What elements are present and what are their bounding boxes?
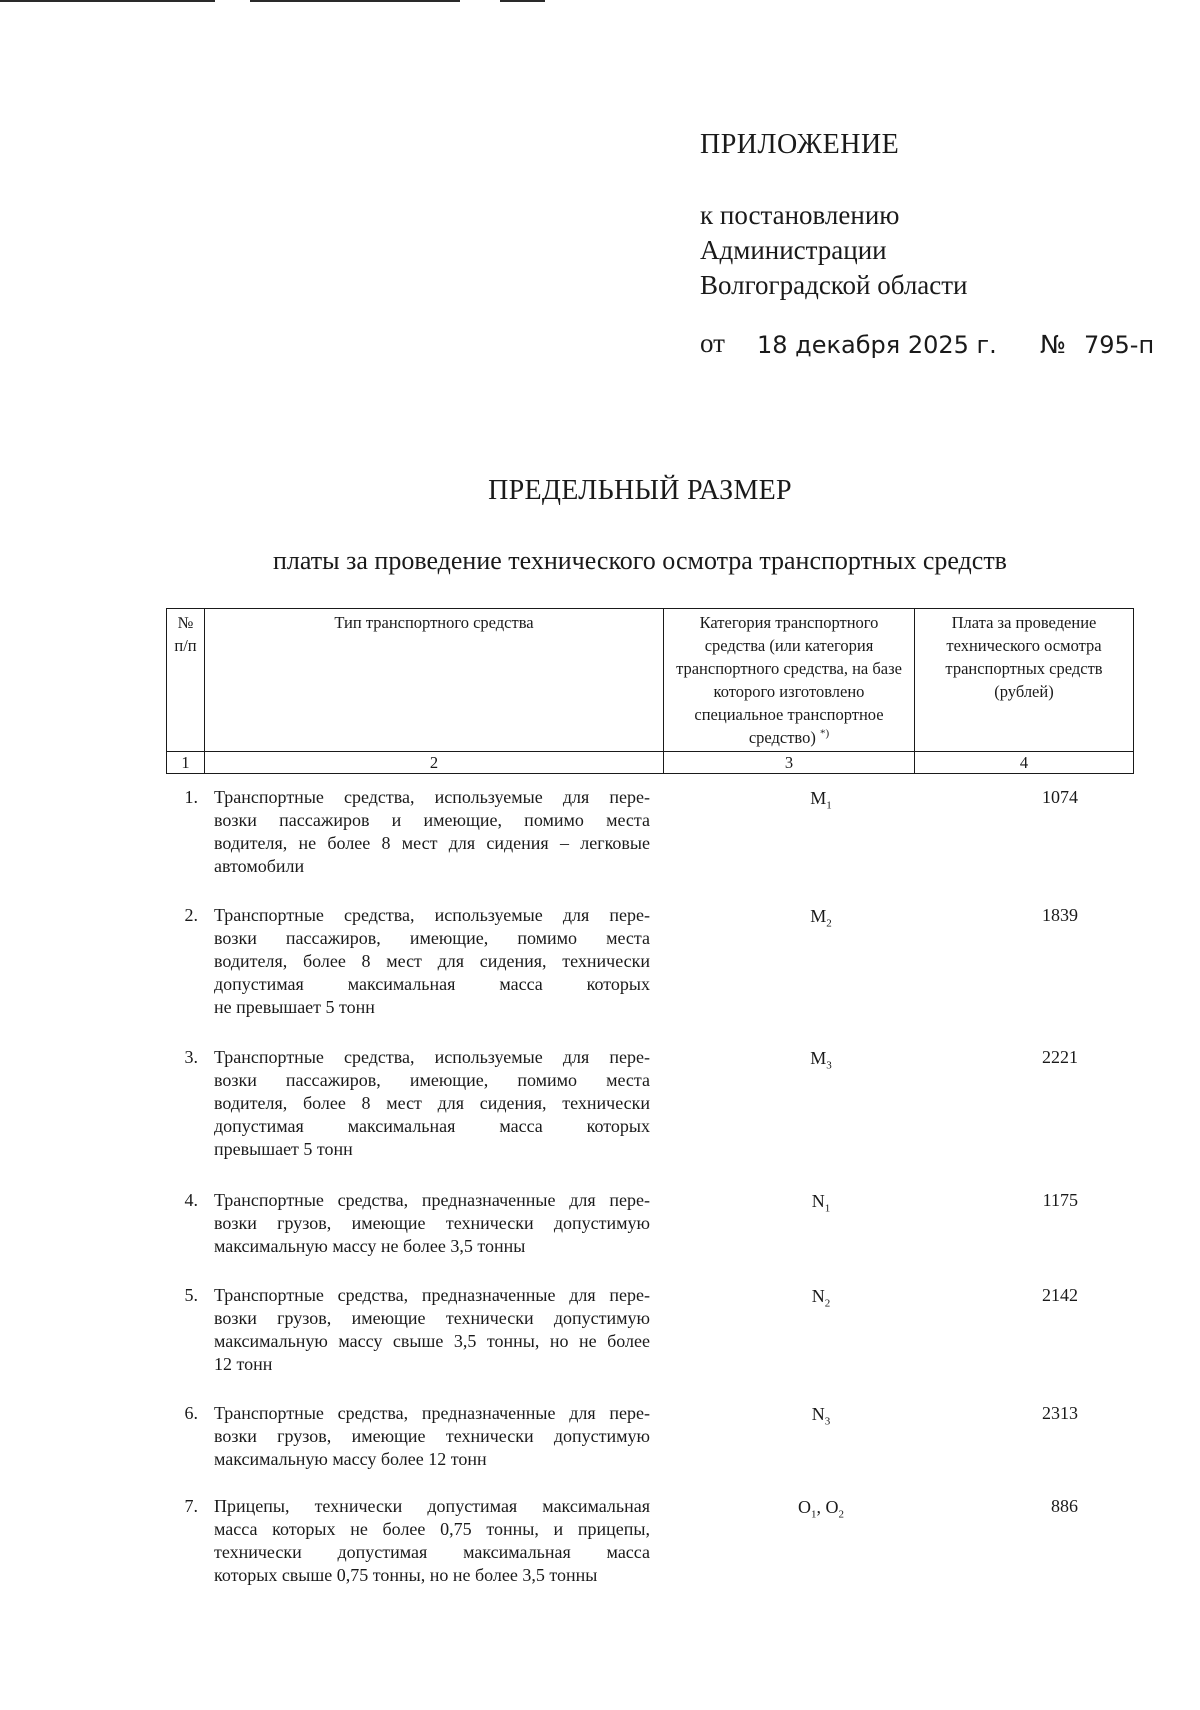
number-sign: № (1040, 330, 1067, 359)
category-letter: O (798, 1497, 811, 1517)
description-line: Прицепы, технически допустимая максимальная (214, 1496, 650, 1516)
category-letter: M (810, 1048, 827, 1068)
fee-value: 2142 (1042, 1285, 1078, 1305)
row-number: 2. (184, 905, 198, 925)
category-letter: M (810, 788, 827, 808)
description-line: водителя, более 8 мест для сидения, технически (214, 1093, 650, 1113)
row-number: 4. (184, 1190, 198, 1210)
fee-value: 2313 (1042, 1403, 1078, 1423)
appendix-reference (700, 198, 1160, 303)
description-line: Транспортные средства, предназначенные для пере- (214, 1190, 650, 1210)
description-line: которых свыше 0,75 тонны, но не более 3,5 тонны (214, 1565, 598, 1585)
table-row (166, 786, 1112, 904)
document-subtitle: платы за проведение технического осмотра транспортных средств (273, 546, 1007, 575)
description-line: водителя, более 8 мест для сидения, технически (214, 951, 650, 971)
column-number: 1 (167, 752, 205, 774)
column-number: 2 (205, 752, 664, 774)
category-letter: N (811, 1286, 825, 1306)
appendix-line: к постановлению (700, 200, 900, 230)
description-line: возки грузов, имеющие технически допустимую (214, 1308, 650, 1328)
vehicle-category (706, 1047, 936, 1070)
header-row (167, 609, 1134, 752)
header-category-text: Категория транспортного средства (или категория транспортного средства, на базе которого изготовлено специальное транспортное средство) (676, 613, 902, 747)
description-line: не превышает 5 тонн (214, 997, 375, 1017)
description-line: допустимая максимальная масса которых (214, 974, 650, 994)
description-line: превышает 5 тонн (214, 1139, 353, 1159)
description-line: Транспортные средства, используемые для пере- (214, 1047, 650, 1067)
description-line: Транспортные средства, используемые для пере- (214, 787, 650, 807)
vehicle-type-description (214, 904, 650, 1019)
description-line: возки пассажиров и имеющие, помимо места (214, 810, 650, 830)
document-title: ПРЕДЕЛЬНЫЙ РАЗМЕР (488, 475, 792, 506)
table-row (166, 1495, 1112, 1595)
vehicle-type-description (214, 1284, 650, 1376)
table-row (166, 1046, 1112, 1189)
description-line: масса которых не более 0,75 тонны, и прицепы, (214, 1519, 650, 1539)
vehicle-category (706, 787, 936, 810)
vehicle-category: $O_1$, $O_2$ (798, 1497, 844, 1521)
vehicle-category (706, 1190, 936, 1213)
row-number: 3. (184, 1047, 198, 1067)
header-number: № п/п (167, 609, 205, 752)
column-number: 3 (664, 752, 915, 774)
header-fee: Плата за проведение технического осмотра транспортных средств (рублей) (915, 609, 1134, 752)
table-row (166, 904, 1112, 1046)
category-letter: O (825, 1497, 839, 1517)
scan-edge-line (0, 0, 215, 2)
fee-table-body (166, 786, 1112, 1595)
category-index: 3 (824, 1415, 831, 1428)
description-line: Транспортные средства, используемые для пере- (214, 905, 650, 925)
description-line: возки пассажиров, имеющие, помимо места (214, 1070, 650, 1090)
row-number: 5. (184, 1285, 198, 1305)
header-category-note: *) (819, 727, 830, 740)
description-line: автомобили (214, 856, 305, 876)
fee-value: 2221 (1042, 1047, 1078, 1067)
description-line: Транспортные средства, предназначенные для пере- (214, 1285, 650, 1305)
description-line: возки грузов, имеющие технически допустимую (214, 1426, 650, 1446)
vehicle-type-description (214, 786, 650, 878)
category-index: 2 (838, 1508, 844, 1521)
description-line: водителя, не более 8 мест для сидения – легковые (214, 833, 650, 853)
description-line: допустимая максимальная масса которых (214, 1116, 650, 1136)
date-prefix: от (700, 328, 725, 358)
category-letter: N (811, 1191, 825, 1211)
vehicle-category (706, 1403, 936, 1426)
description-line: 12 тонн (214, 1354, 273, 1374)
vehicle-category (706, 905, 936, 928)
column-number: 4 (915, 752, 1134, 774)
category-index: 1 (811, 1508, 817, 1521)
resolution-number: 795-п (1084, 331, 1155, 359)
table-row (166, 1189, 1112, 1284)
fee-value: 886 (1051, 1496, 1078, 1516)
category-index: 1 (824, 1202, 831, 1215)
row-number: 7. (184, 1496, 198, 1516)
description-line: максимальную массу более 12 тонн (214, 1449, 487, 1469)
row-number: 1. (184, 787, 198, 807)
table-row (166, 1284, 1112, 1402)
header-vehicle-type: Тип транспортного средства (205, 609, 664, 752)
table-row (166, 1402, 1112, 1495)
description-line: Транспортные средства, предназначенные для пере- (214, 1403, 650, 1423)
description-line: возки грузов, имеющие технически допустимую (214, 1213, 650, 1233)
appendix-block (700, 128, 1160, 303)
fee-table-header (166, 608, 1134, 774)
column-number-row (167, 752, 1134, 774)
vehicle-category (706, 1285, 936, 1308)
category-letter: M (810, 906, 827, 926)
category-index: 2 (826, 917, 832, 930)
resolution-date: 18 декабря 2025 г. (757, 331, 997, 359)
vehicle-type-description (214, 1495, 650, 1587)
vehicle-type-description (214, 1402, 650, 1471)
header-category (664, 609, 915, 752)
scan-edge-line (250, 0, 460, 2)
appendix-line: Волгоградской области (700, 270, 968, 300)
description-line: максимальную массу не более 3,5 тонны (214, 1236, 526, 1256)
category-index: 1 (826, 799, 832, 812)
row-number: 6. (184, 1403, 198, 1423)
scan-edge-line (500, 0, 545, 2)
appendix-heading: ПРИЛОЖЕНИЕ (700, 129, 900, 160)
fee-value: 1175 (1042, 1190, 1078, 1210)
fee-value: 1074 (1042, 787, 1078, 807)
description-line: максимальную массу свыше 3,5 тонны, но не более (214, 1331, 650, 1351)
vehicle-type-description (214, 1189, 650, 1258)
fee-value: 1839 (1042, 905, 1078, 925)
description-line: возки пассажиров, имеющие, помимо места (214, 928, 650, 948)
category-index: 3 (826, 1059, 832, 1072)
appendix-line: Администрации (700, 235, 887, 265)
vehicle-type-description (214, 1046, 650, 1161)
category-letter: N (811, 1404, 825, 1424)
category-index: 2 (824, 1297, 831, 1310)
description-line: технически допустимая максимальная масса (214, 1542, 650, 1562)
